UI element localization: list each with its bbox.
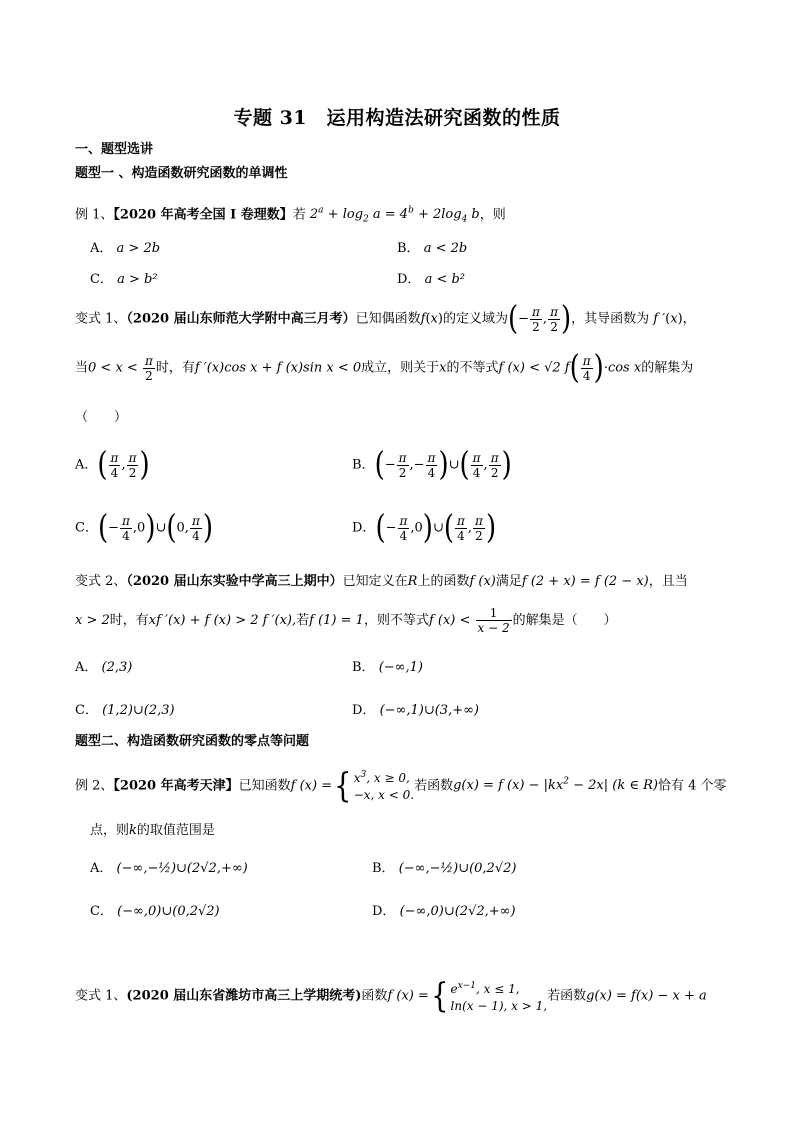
option-a: A．( $\frac{\pi}{4}$ , $\frac{\pi}{2}$ ) [75, 446, 150, 484]
math-expression: $2^a + \log_2 a = 4^b + 2\log_4$ b [309, 206, 480, 225]
option-d: D． (−∞,0)∪(2√2,+∞) [372, 904, 516, 919]
answer-blank: （ ） [75, 410, 128, 425]
option-d: D． (−∞,1)∪(3,+∞) [352, 703, 480, 718]
option-c: C． (1,2)∪(2,3) [75, 703, 175, 718]
example-2-stem-line2: 点，则k的取值范围是 [90, 823, 215, 838]
section-heading: 一、题型选讲 [75, 142, 154, 157]
type-heading-1: 题型一 、构造函数研究函数的单调性 [75, 166, 288, 181]
stem-text: 若 [292, 207, 310, 223]
option-c: C． (−∞,0)∪(0,2√2) [90, 904, 220, 919]
example-1-stem [75, 203, 506, 228]
option-a: A． (2,3) [75, 660, 133, 675]
source: （2020 届山东师范大学附中高三月考） [126, 311, 356, 327]
option-a: A． a > 2b [90, 241, 161, 256]
option-b: B． a < 2b [397, 241, 468, 256]
option-c: C．(− $\frac{\pi}{4}$ ,0)∪(0, $\frac{\pi}{4}$ ) [75, 509, 213, 547]
option-a: A． (−∞,−½)∪(2√2,+∞) [90, 861, 248, 876]
option-c: C． a > b² [90, 272, 158, 287]
option-b: B．(− $\frac{\pi}{2}$ ,− $\frac{\pi}{4}$ )∪( $\frac{\pi}{4}$ , $\frac{\pi}{2}$ ) [352, 446, 512, 484]
variant-2-stem-line1: 变式 2、（2020 届山东实验中学高三上期中）已知定义在R上的函数f (x)满足f (2 + x) = f (2 − x)，且当 [75, 574, 688, 589]
variant-3-stem: 变式 1、(2020 届山东省潍坊市高三上学期统考)函数f (x) ={ $e^{x-1}$, x ≤ 1, ln(x − 1), x > 1, 若函数g(x) = f(x) − x + a [75, 976, 707, 1016]
option-b: B． (−∞,−½)∪(0,2√2) [372, 861, 517, 876]
variant-1-stem-line2: 当0 < x < $\frac{\pi}{2}$ 时，有f ′(x)cos x + f (x)sin x < 0成立，则关于x的不等式f (x) < √2 f( $\frac{\pi}{4}$ )·cos x的解集为 [75, 349, 694, 387]
type-heading-2: 题型二、构造函数研究函数的零点等问题 [75, 734, 310, 749]
page-title: 专题 31 运用构造法研究函数的性质 [233, 107, 561, 129]
source: 【2020 年高考全国 I 卷理数】 [113, 207, 293, 223]
variant-2-stem-line2: x > 2时，有xf ′(x) + f (x) > 2 f ′(x),若f (1) = 1，则不等式f (x) < $\frac{1}{x - 2}$ 的解集是（ ） [75, 606, 617, 635]
variant-1-stem-line1: 变式 1、（2020 届山东师范大学附中高三月考）已知偶函数f(x)的定义域为(− $\frac{\pi}{2}$ , $\frac{\pi}{2}$ )，其导函数为 f ′(x)， [75, 300, 696, 338]
option-b: B． (−∞,1) [352, 660, 423, 675]
option-d: D． a < b² [397, 272, 466, 287]
source: （2020 届山东实验中学高三上期中） [126, 574, 343, 589]
example-2-stem-line1: 例 2、【2020 年高考天津】已知函数f (x) ={ $x^3$, x ≥ 0, −x, x < 0. 若函数g(x) = f $(x) - |kx^2 - 2x|$ (k ∈ R)恰有 4 个零 [75, 765, 727, 806]
source: (2020 届山东省潍坊市高三上学期统考) [126, 988, 362, 1004]
stem-text: ，则 [479, 207, 506, 223]
source: 【2020 年高考天津】 [113, 778, 239, 794]
example-label: 例 1、 [75, 207, 114, 223]
option-d: D．(− $\frac{\pi}{4}$ ,0)∪( $\frac{\pi}{4}$ , $\frac{\pi}{2}$ ) [352, 509, 497, 547]
